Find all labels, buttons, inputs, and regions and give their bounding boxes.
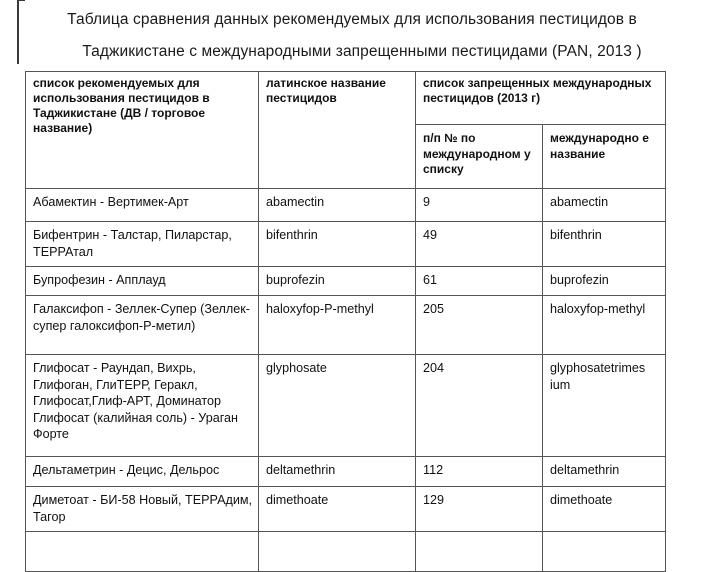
table-row xyxy=(26,189,666,222)
cell-latin: dimethoate xyxy=(259,487,416,532)
cell-latin: deltamethrin xyxy=(259,457,416,487)
cell-number: 9 xyxy=(416,189,543,222)
cell-intl: buprofezin xyxy=(543,267,666,296)
table-row xyxy=(26,267,666,296)
table-row xyxy=(26,457,666,487)
table-header-row xyxy=(26,72,666,125)
cell-intl: glyphosatetrimes ium xyxy=(543,355,666,457)
cell-name: Дельтаметрин - Децис, Дельрос xyxy=(26,457,259,487)
cell-latin: abamectin xyxy=(259,189,416,222)
page-title-line-1: Таблица сравнения данных рекомендуемых для использования пестицидов в xyxy=(67,11,637,28)
cell-name: Бифентрин - Талстар, Пиларстар, ТЕРРАтал xyxy=(26,222,259,267)
cell-number xyxy=(416,532,543,572)
cell-number: 49 xyxy=(416,222,543,267)
cell-number: 205 xyxy=(416,296,543,355)
table-row xyxy=(26,355,666,457)
subheader-number: п/п № по международном у списку xyxy=(416,125,543,189)
cell-name: Бупрофезин - Апплауд xyxy=(26,267,259,296)
cell-name: Глифосат - Раундап, Вихрь, Глифоган, ГлиТЕРР, Геракл, Глифосат,Глиф-АРТ, Доминатор Глифосат (калийная соль) - Ураган Форте xyxy=(26,355,259,457)
cell-intl: dimethoate xyxy=(543,487,666,532)
cell-number: 129 xyxy=(416,487,543,532)
cell-name: Диметоат - БИ-58 Новый, ТЕРРАдим, Тагор xyxy=(26,487,259,532)
table-row xyxy=(26,296,666,355)
cell-intl: abamectin xyxy=(543,189,666,222)
cell-latin: bifenthrin xyxy=(259,222,416,267)
cell-name: Абамектин - Вертимек-Арт xyxy=(26,189,259,222)
cell-number: 204 xyxy=(416,355,543,457)
cell-intl: bifenthrin xyxy=(543,222,666,267)
comparison-table xyxy=(25,71,666,572)
page-title-line-2: Таджикистане с международными запрещенными пестицидами (PAN, 2013 ) xyxy=(82,43,642,60)
cell-latin: haloxyfop-P-methyl xyxy=(259,296,416,355)
cell-intl: deltamethrin xyxy=(543,457,666,487)
cell-number: 61 xyxy=(416,267,543,296)
table-row xyxy=(26,532,666,572)
cell-name: Галаксифоп - Зеллек-Супер (Зеллек-супер галоксифоп-Р-метил) xyxy=(26,296,259,355)
cell-intl xyxy=(543,532,666,572)
cell-name xyxy=(26,532,259,572)
header-banned-pesticides: список запрещенных международных пестицидов (2013 г) xyxy=(416,72,666,125)
table-row xyxy=(26,222,666,267)
header-recommended-pesticides: список рекомендуемых для использования пестицидов в Таджикистане (ДВ / торговое название) xyxy=(26,72,259,189)
cell-latin: glyphosate xyxy=(259,355,416,457)
cell-number: 112 xyxy=(416,457,543,487)
cell-latin xyxy=(259,532,416,572)
header-latin-name: латинское название пестицидов xyxy=(259,72,416,189)
table-row xyxy=(26,487,666,532)
cell-latin: buprofezin xyxy=(259,267,416,296)
cell-intl: haloxyfop-methyl xyxy=(543,296,666,355)
subheader-international-name: международно е название xyxy=(543,125,666,189)
